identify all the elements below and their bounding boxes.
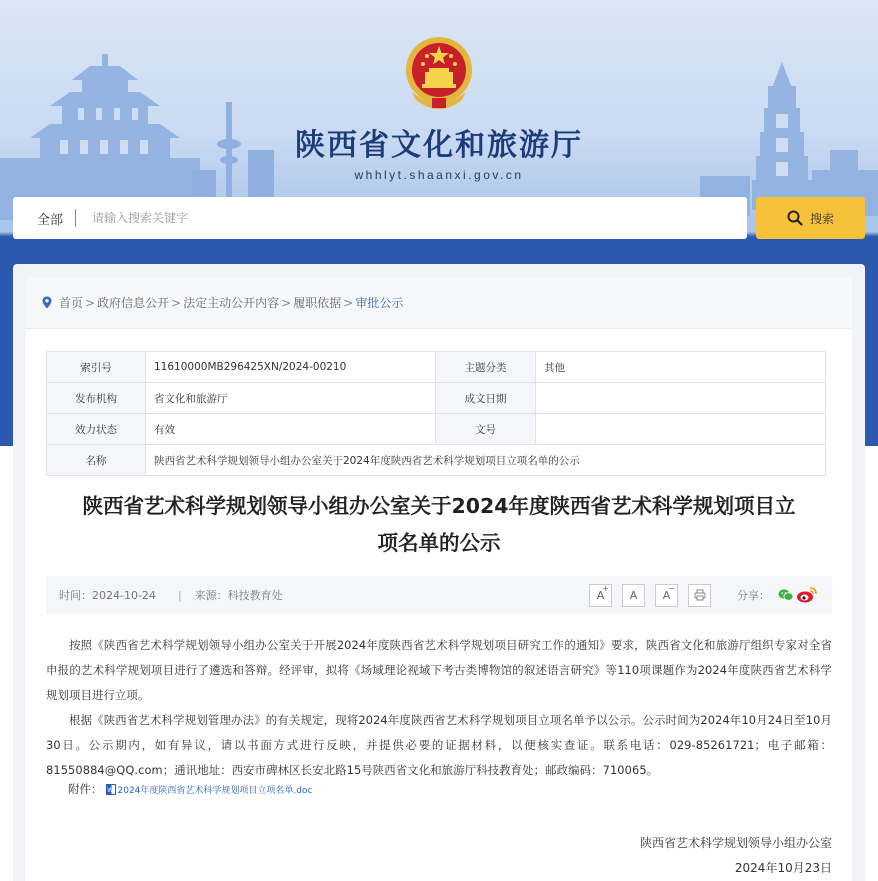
- meta-value: [536, 414, 826, 445]
- meta-key: 文号: [436, 414, 536, 445]
- breadcrumb: [26, 277, 852, 329]
- weibo-icon[interactable]: [796, 586, 818, 604]
- font-increase-label: A: [596, 588, 605, 602]
- breadcrumb-duty-basis[interactable]: 履职依据: [293, 296, 342, 310]
- document-meta-table: [46, 351, 826, 476]
- site-domain: whhlyt.shaanxi.gov.cn: [354, 168, 524, 182]
- signature-date: 2024年10月23日: [734, 861, 832, 875]
- article-paragraph: 按照《陕西省艺术科学规划领导小组办公室关于开展2024年度陕西省艺术科学规划项目研究工作的通知》要求，陕西省文化和旅游厅组织专家对全省申报的艺术科学规划项目进行了遴选和答辩。经评审，拟将《场域理论视域下考古类博物馆的叙述语言研究》等110项课题作为2024年度陕西省艺术科学规划项目进行立项。: [46, 638, 832, 702]
- print-icon: [694, 589, 706, 601]
- meta-value: 有效: [146, 414, 436, 445]
- font-decrease-button[interactable]: A −: [655, 584, 678, 607]
- font-reset-label: A: [629, 588, 638, 602]
- meta-key: 名称: [47, 445, 146, 476]
- breadcrumb-separator: >: [171, 295, 182, 310]
- article-tools: [589, 576, 832, 614]
- attachment-link[interactable]: [106, 783, 313, 796]
- meta-key: 索引号: [47, 352, 146, 383]
- search-input[interactable]: [76, 199, 747, 237]
- breadcrumb-legal-disclosure[interactable]: 法定主动公开内容: [183, 296, 280, 310]
- meta-row: [47, 383, 826, 414]
- article-title-line: 陕西省艺术科学规划领导小组办公室关于2024年度陕西省艺术科学规划项目立: [82, 494, 796, 518]
- meta-row: [47, 352, 826, 383]
- wechat-icon[interactable]: [778, 588, 794, 602]
- meta-value: 其他: [536, 352, 826, 383]
- attachment-label: 附件：: [68, 782, 103, 796]
- site-title: 陕西省文化和旅游厅: [295, 128, 583, 163]
- breadcrumb-current[interactable]: 审批公示: [355, 296, 404, 310]
- breadcrumb-separator: >: [343, 295, 354, 310]
- attachment-filename: 2024年度陕西省艺术科学规划项目立项名单.doc: [117, 785, 313, 796]
- meta-value: [536, 383, 826, 414]
- article-info-bar: [46, 576, 832, 614]
- breadcrumb-home[interactable]: 首页: [59, 296, 84, 310]
- location-pin-icon: [42, 296, 52, 309]
- publish-time-value: 2024-10-24: [92, 588, 156, 602]
- meta-key: 主题分类: [436, 352, 536, 383]
- article-body: [46, 633, 832, 783]
- font-decrease-label: A: [662, 588, 671, 602]
- share-label: 分享：: [737, 589, 770, 602]
- word-doc-icon: [106, 784, 116, 795]
- font-reset-button[interactable]: [622, 584, 645, 607]
- attachment-row: [68, 781, 312, 797]
- signature-organization: 陕西省艺术科学规划领导小组办公室: [639, 836, 832, 850]
- search-scope-select[interactable]: 全部: [36, 211, 63, 227]
- breadcrumb-gov-info[interactable]: 政府信息公开: [97, 296, 170, 310]
- source-label: 来源：: [194, 589, 228, 602]
- search-icon: [787, 210, 803, 226]
- article-title-line: 项名单的公示: [377, 531, 501, 555]
- svg-text:W: W: [106, 786, 113, 794]
- national-emblem-icon: [402, 34, 476, 112]
- print-button[interactable]: [688, 584, 711, 607]
- meta-value: 省文化和旅游厅: [146, 383, 436, 414]
- meta-value: 11610000MB296425XN/2024-00210: [146, 352, 436, 383]
- meta-value: 陕西省艺术科学规划领导小组办公室关于2024年度陕西省艺术科学规划项目立项名单的公示: [146, 445, 826, 476]
- publish-time-label: 时间：: [59, 589, 92, 602]
- breadcrumb-separator: >: [281, 295, 292, 310]
- breadcrumb-separator: >: [85, 295, 96, 310]
- meta-row: [47, 414, 826, 445]
- font-increase-button[interactable]: A +: [589, 584, 612, 607]
- search-button[interactable]: [756, 197, 865, 239]
- meta-key: 发布机构: [47, 383, 146, 414]
- search-bar: [13, 197, 747, 239]
- article-paragraph: 根据《陕西省艺术科学规划管理办法》的有关规定，现将2024年度陕西省艺术科学规划项目立项名单予以公示。公示时间为2024年10月24日至10月30日。公示期内，如有异议，请以书面方式进行反映，并提供必要的证据材料，以便核实查证。联系电话：029-85261721；电子邮箱：81550884@QQ.com；通讯地址：西安市碑林区长安北路15号陕西省文化和旅游厅科技教育处；邮政编码：710065。: [46, 713, 832, 777]
- source-value: 科技教育处: [227, 589, 283, 602]
- article-title: [46, 488, 832, 562]
- meta-row: [47, 445, 826, 476]
- meta-key: 成文日期: [436, 383, 536, 414]
- search-button-label: 搜索: [809, 211, 834, 226]
- meta-key: 效力状态: [47, 414, 146, 445]
- info-separator: |: [177, 588, 182, 602]
